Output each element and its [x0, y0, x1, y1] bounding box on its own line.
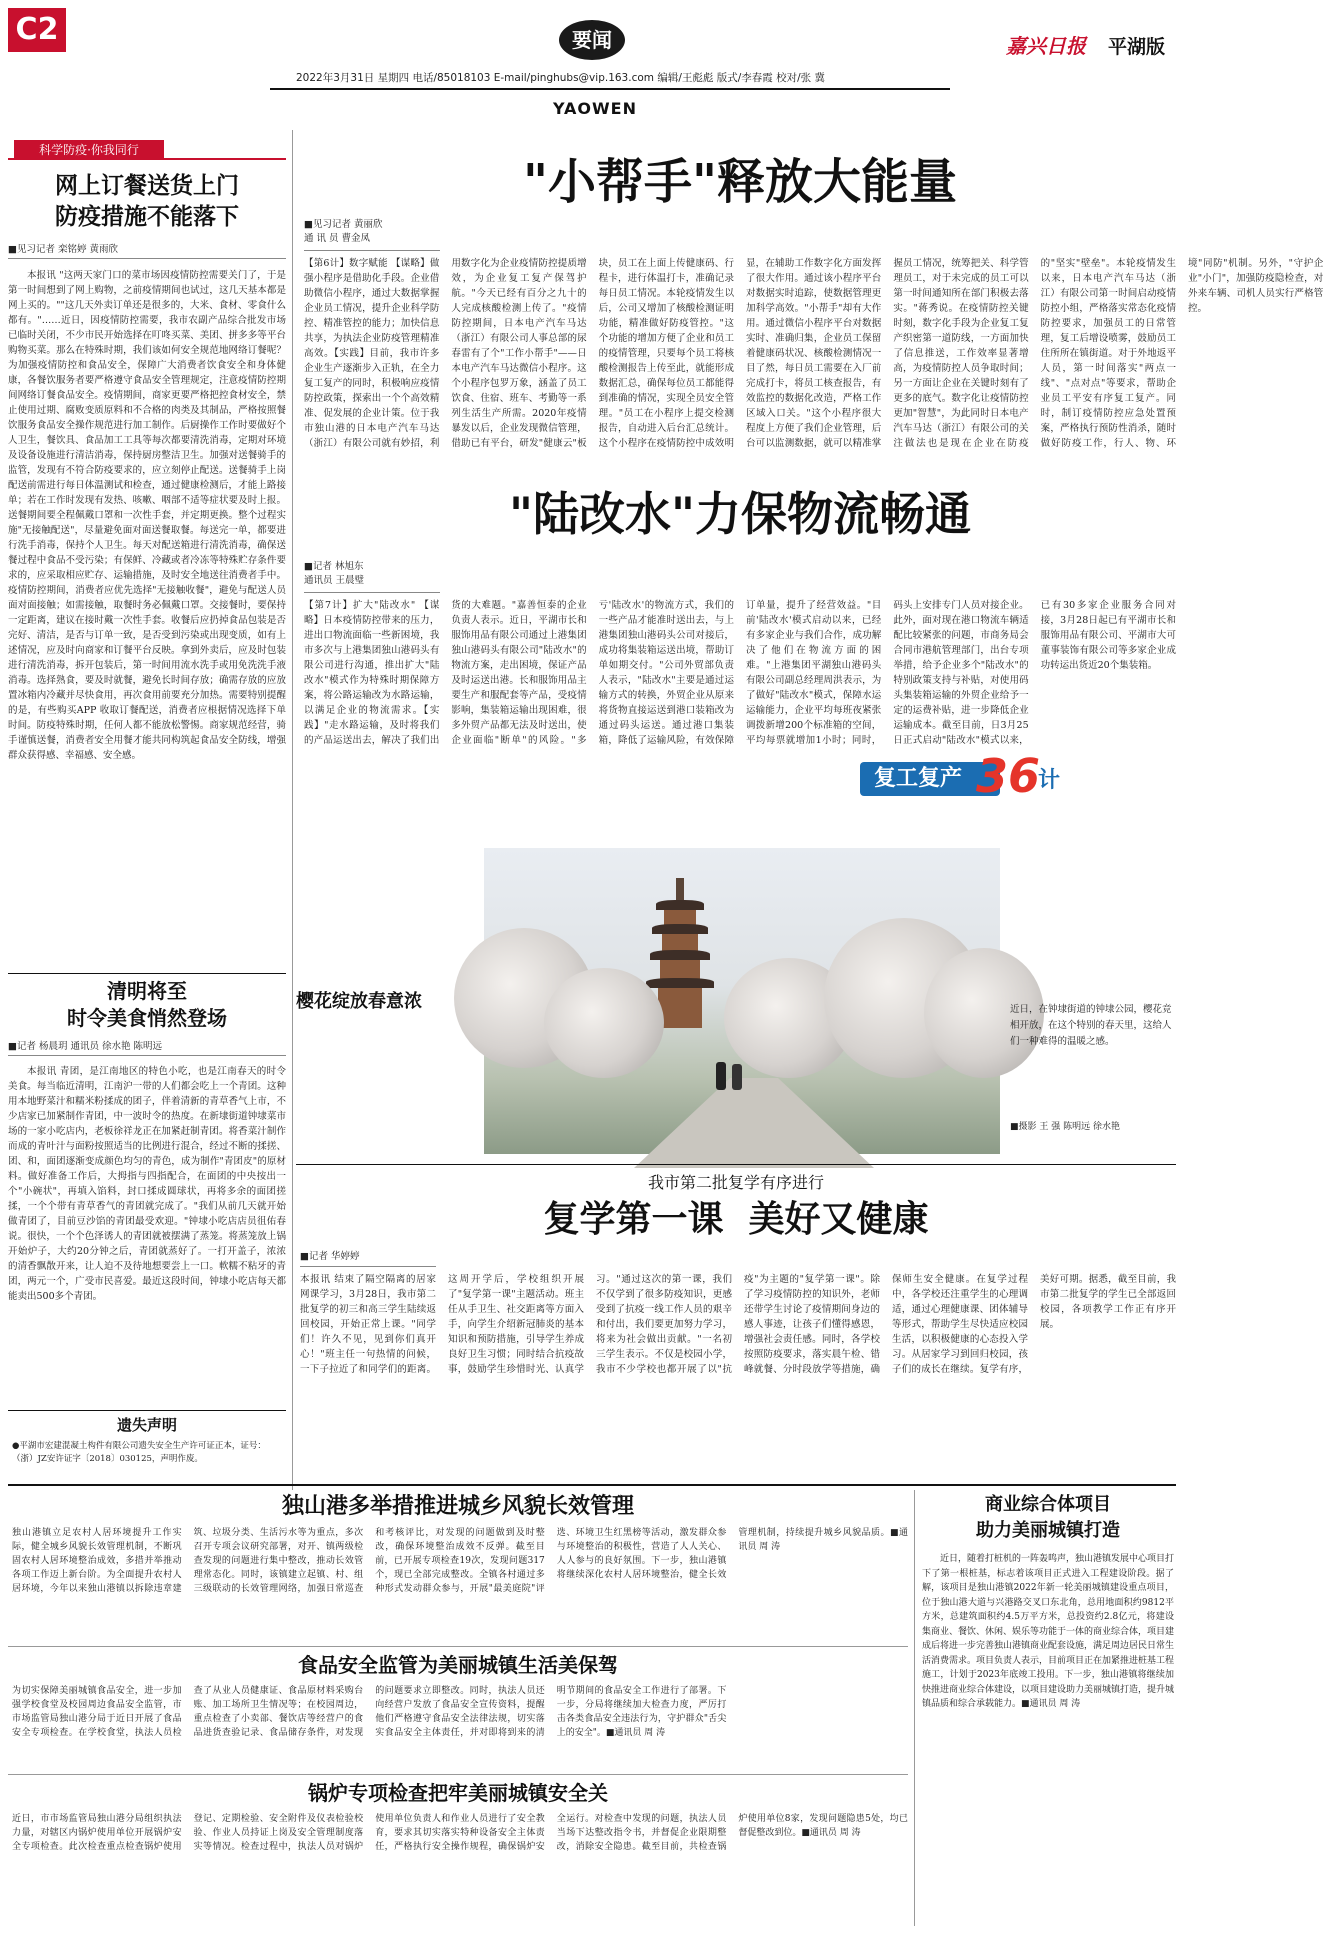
section-pinyin: YAOWEN [552, 99, 637, 118]
bottom-article3-body: 近日，市市场监管局独山港分局组织执法力量，对辖区内锅炉使用单位开展锅炉安全专项检查。此次检查重点检查锅炉使用登记、定期检验、安全附件及仪表检验校验、作业人员持证上岗及安全管理制度落实等情况。检查过程中，执法人员对锅炉使用单位负责人和作业人员进行了安全教育，要求其切实落实特种设备安全主体责任，严格执行安全操作规程，确保锅炉安全运行。对检查中发现的问题，执法人员当场下达整改指令书，并督促企业限期整改，消除安全隐患。截至目前，共检查锅炉使用单位8家，发现问题隐患5处，均已督促整改到位。■通讯员 周 涛 [12, 1814, 908, 1852]
top-feature-body: 【第6计】数字赋能 【谋略】做强小程序是借助化手段。企业借助微信小程序，通过大数据掌握企业员工情况，提升企业科学防控、精准管控的能力；加快信息共享，为执法企业防疫管理精准高效。【实践】目前，我市许多企业生产逐渐步入正轨，在全力复工复产的同时，积极响应疫情防控政策，探索出一个个高效精准、促发展的企业计策。位于我市独山港的日本电产汽车马达（浙江）有限公司就有妙招，利用数字化为企业疫情防控提质增效，为企业复工复产保驾护航。"今天已经有百分之九十的人完成核酸检测上传了。"疫情防控期间，日本电产汽车马达（浙江）有限公司人事总部的尿春雷有了个"工作小帮手"——日本电产汽车马达微信小程序。这个小程序包罗万象，涵盖了员工饮食、住宿、班车、考勤等一系列生活生产所需。2020年疫情暴发以后，企业发现微信管理，借助已有平台，研发"健康云"板块，员工在上面上传健康码、行程卡，进行体温打卡，准确记录每日员工情况。本轮疫情发生以后，公司又增加了核酸检测证明功能，精准做好防疫管控。"这个功能的增加方便了企业和员工的疫情管理，只要每个员工将核酸检测报告上传至此，就能形成数据汇总，确保每位员工都能得到准确的情况，实现全员安全管理。"员工在小程序上提交检测报告，自动进入后台汇总统计。这个小程序在疫情防控中成效明显，在辅助工作数字化方面发挥了很大作用。通过该小程序平台对数据实时追踪，使数据管理更加科学高效。"小帮手"却有大作用。通过微信小程序平台对数据实时、准确归集，企业员工保留着健康码状况、核酸检测情况一目了然，每日员工需要在入厂前完成打卡，将员工核查报告，有效监控的数据化改造，严格工作区域入口关。"这个小程序很大程度上方便了我们企业管理，后台可以监测数据，就可以精准掌握员工情况，统筹把关、科学管理员工，对于未完成的员工可以第一时间通知所在部门积极去落实。"蒋秀说。在疫情防控关键时刻，数字化手段为企业复工复产织密第一道防线，一方面加快了信息推送，工作效率显著增高，为疫情防控人员争取时间；另一方面让企业在关键时刻有了更多的底气。数字化让疫情防控更加"智慧"，为此同时日本电产汽车马达（浙江）有限公司的关注做法也是现在企业在防疫的"坚实"壁垒"。本轮疫情发生以来，日本电产汽车马达（浙江）有限公司第一时间启动疫情防控小组，严格落实常态化疫情防控要求，加强员工的日常管理，复工后增设喷雾，鼓励员工住所所在镇街道。对于外地返平人员，第一时间落实"两点一线"、"点对点"等要求，帮助企业员工平安有序复工复产。同时，制订疫情防控应急处置预案，严格执行预防性消杀，随时做好防疫工作，行人、物、环境"同防"机制。另外，"守护企业"小门"，加强防疫隐检查，对外来车辆、司机人员实行严格管控。 [304, 258, 1323, 449]
section-name: 要闻 [572, 28, 612, 52]
article1-title-line2: 防疫措施不能落下 [55, 203, 239, 230]
bottom-article4-title-line1: 商业综合体项目 [985, 1494, 1111, 1515]
notice-body: ●平湖市宏建混凝土构件有限公司遗失安全生产许可证正本，证号：（浙）JZ安许证字〔2018〕030125，声明作废。 [12, 1441, 266, 1464]
article1-title-line1: 网上订餐送货上门 [55, 172, 239, 199]
bottom-article1-body: 独山港镇立足农村人居环境提升工作实际，健全城乡风貌长效管理机制，不断巩固农村人居环境整治成效，多措并举推动各项工作迈上新台阶。为全面提升农村人居环境，今年以来独山港镇以拆除违章建筑、垃圾分类、生活污水等为重点，多次召开专项会议研究部署，对开、镇两级检查发现的问题进行集中整改，推动长效管理常态化。同时，该镇建立起镇、村、组三级联动的长效管理网络，加强日常巡查和考核评比，对发现的问题做到及时整改，确保环境整治成效不反弹。截至目前，已开展专项检查19次，发现问题317个，现已全部完成整改。全镇各村通过多种形式发动群众参与，开展"最美庭院"评选、环境卫生红黑榜等活动，激发群众参与环境整治的积极性，营造了人人关心、人人参与的良好氛围。下一步，独山港镇将继续深化农村人居环境整治，健全长效管理机制，持续提升城乡风貌品质。■通讯员 周 涛 [12, 1528, 908, 1594]
school-title: 复学第一课 美好又健康 [543, 1198, 929, 1240]
bottom-article3-title: 锅炉专项检查把牢美丽城镇安全关 [308, 1781, 608, 1805]
bottom-article4-body: 近日，随着打桩机的一阵轰鸣声，独山港镇发展中心项目打下了第一根桩基，标志着该项目正式进入工程建设阶段。据了解，该项目是独山港镇2022年新一轮美丽城镇建设重点项目，位于独山港大道与兴港路交叉口东北角，总用地面积约9812平方米，总建筑面积约4.5万平方米，总投资约2.8亿元，将建设集商业、餐饮、休闲、娱乐等功能于一体的商业综合体，项目建成后将进一步完善独山港镇商业配套设施，满足周边居民日常生活消费需求。项目负责人表示，目前项目正在加紧推进桩基工程施工，计划于2023年底竣工投用。下一步，独山港镇将继续加快推进商业综合体建设，以项目建设助力美丽城镇打造，提升城镇品质和综合承载能力。■通讯员 周 涛 [922, 1554, 1175, 1709]
bottom-article2-rule [8, 1646, 908, 1647]
article2-title-line1: 清明将至 [107, 979, 187, 1003]
second-feature-byline-1: ■记者 林旭东 [304, 561, 364, 572]
top-feature-byline-rule [304, 250, 440, 251]
article2-title-line2: 时令美食悄然登场 [67, 1006, 227, 1030]
park-path [634, 1078, 874, 1168]
bottom-article3-rule [8, 1774, 908, 1775]
second-feature-byline-2: 通讯员 王晨璧 [304, 575, 365, 586]
bottom-band-rule [8, 1484, 1176, 1486]
top-feature-byline-1: ■见习记者 黄丽欣 [304, 219, 383, 230]
article1-byline-rule [8, 258, 286, 259]
school-byline: ■记者 华婷婷 [300, 1251, 360, 1262]
second-feature-body: 【第7计】扩大"陆改水" 【谋略】日本疫情防控带来的压力，进出口物流面临一些新困境，我市多次与上港集团独山港码头有限公司进行沟通，推出扩大"陆改水"模式作为特殊时期保障方案，将公路运输改为水路运输，以满足企业的物流需求。【实践】"走水路运输，及时将我们的产品运送出去，解决了我们出货的大难题。"嘉善恒泰的企业负责人表示。近日，平湖市长和服饰用品有限公司通过上港集团独山港码头有限公司"陆改水"的物流方案，走出困境，保证产品及时运送出港。长和服饰用品主要生产和服配套等产品，受疫情影响，集装箱运输出现困难，很多外贸产品都无法及时送出，使企业面临"断单"的风险。"多亏'陆改水'的物流方式，我们的一些产品才能准时送出去，与上港集团独山港码头公司对接后，成功将集装箱运送出境，帮助订单如期交付。"公司外贸部负责人表示，"陆改水"主要是通过运输方式的转换，外贸企业从原来将货物直接运送到港口装箱改为通过码头运送。通过港口集装箱，降低了运输风险，有效保障订单量，提升了经营效益。"目前'陆改水'模式启动以来，已经有多家企业与我们合作，成功解决了他们在物流方面的困难。"上港集团平湖独山港码头有限公司副总经理周洪表示，为了做好"陆改水"模式，保障水运运输能力，企业平均每班夜紧张调拨新增200个标准箱的空间，平均每票就增加1小时；同时，码头上安排专门人员对接企业。此外，面对现在港口物流车辆适配比较紧张的问题，市商务局会合同市港航管理部门，出台专项举措，给予企业多个"陆改水"的特别政策支持与补贴，对使用码头集装箱运输的外贸企业给予一定的运费补贴，进一步降低企业运输成本。截至目前，日3月25日正式启动"陆改水"模式以来，已有30多家企业服务合同对接，3月28日起已有平湖市长和服饰用品有限公司、平湖市大可董事装饰有限公司等多家企业成功转运出货近20个集装箱。 [304, 600, 1176, 746]
photo-caption: 近日，在钟埭街道的钟埭公园，樱花竞相开放，在这个特别的春天里，这给人们一种难得的温暖之感。 [1010, 1004, 1172, 1047]
fugong-logo-suffix: 计 [1038, 768, 1061, 793]
bottom-article4-title-line2: 助力美丽城镇打造 [976, 1520, 1120, 1541]
column-tag: 科学防疫·你我同行 [14, 140, 164, 160]
school-top-rule [296, 1164, 1176, 1165]
article1-body: 本报讯 "这两天家门口的菜市场因疫情防控需要关门了，于是第一时间想到了网上购物，之前疫情期间也试过，这几天基本都是网上买的。""这几天外卖订单还是很多的，大米、食材、零食什么都有。"……近日，因疫情防控需要，我市农副产品综合批发市场已临时关闭，不少市民开始选择在叮咚买菜、美团、拼多多等平台购物买菜。那么在特殊时期，我们该如何安全规范地网络订餐呢？为加强疫情防控和食品安全，保障广大消费者饮食安全和身体健康，各餐饮服务者要严格遵守食品安全管理规定，注意疫情防控期间网络订餐食品安全。疫情期间，商家更要严格把控食材安全，禁止使用过期、腐败变质原料和不合格的肉类及其制品，严格按照餐饮服务食品安全操作规范进行加工制作。后厨操作工作时要做好个人卫生，餐饮具、食品加工工具等每次都要清洗消毒，定期对环境及设备设施进行清洁消毒，保持厨房整洁卫生。加强对送餐骑手的监管，发现有不符合防疫要求的，应立刻停止配送。送餐骑手上岗配送前需进行每日体温测试和检查，通过健康检测后，才能上路接单；若在工作时发现有发热、咳嗽、咽部不适等症状要及时上报。送餐期间要全程佩戴口罩和一次性手套，并定期更换。整个过程实施"无接触配送"，尽量避免面对面送餐取餐。每送完一单，都要进行洗手消毒，保持个人卫生。每天对配送箱进行清洗消毒，确保送餐过程中食品不受污染；有保鲜、冷藏或者冷冻等特殊贮存条件要求的，应采取相应贮存、运输措施，及时安全地送往消费者手中。疫情防控期间，消费者应优先选择"无接触收餐"，避免与配送人员面对面接触；如需接触，取餐时务必佩戴口罩。交接餐时，要保持一定距离，建议在接时戴一次性手套。收餐后应扔掉食品包装是否完好、清洁，是否与订单一致，是否受到污染或出现变质，如有上述情况，应及时向商家和订餐平台反映。拿到外卖后，应及时包装进行清洗消毒，拆开包装后，第一时间用流水洗手或用免洗洗手液消毒。选择熟食，要及时就餐，避免长时间存放；确需存放的应放置冰箱内冷藏并尽快食用，再次食用前要充分加热。需要特别提醒的是，有些购买APP 收取订餐配送，消费者应根据情况选择下单时间。防疫特殊时期，任何人都不能放松警惕。商家规范经营，骑手谨慎送餐，消费者安全用餐才能共同构筑起食品安全防线，增强群众获得感、幸福感、安全感。 [8, 270, 286, 761]
bottom-article1-title: 独山港多举措推进城乡风貌长效管理 [281, 1493, 634, 1519]
article2-byline: ■记者 杨晨玥 通讯员 徐水艳 陈明远 [8, 1041, 163, 1052]
bottom-right-divider [914, 1490, 915, 1926]
article2-top-rule [8, 973, 286, 974]
photo-title: 樱花绽放春意浓 [296, 991, 422, 1012]
photo-credit: ■摄影 王 强 陈明远 徐水艳 [1010, 1122, 1120, 1132]
walking-figures [716, 1062, 726, 1090]
notice-title: 遗失声明 [116, 1416, 177, 1434]
school-body: 本报讯 结束了隔空隔离的居家网课学习，3月28日，我市第二批复学的初三和高三学生陆续返回校园，开始正常上课。"同学们！许久不见，见到你们真开心！"班主任一句热情的问候，一下子拉近了和同学们的距离。这周开学后，学校组织开展了"复学第一课"主题活动。班主任从手卫生、社交距离等方面入手，向学生介绍新冠肺炎的基本知识和预防措施，引导学生养成良好卫生习惯；同时结合抗疫故事，鼓励学生珍惜时光、认真学习。"通过这次的第一课，我们不仅学到了很多防疫知识，更感受到了抗疫一线工作人员的艰辛和付出，我们要更加努力学习，将来为社会做出贡献。"一名初三学生表示。不仅是校园小学，我市不少学校也都开展了以"抗疫"为主题的"复学第一课"。除了学习疫情防控的知识外，老师还带学生讨论了疫情期间身边的感人事迹，让孩子们懂得感恩，增强社会责任感。同时，各学校按照防疫要求，落实晨午检、错峰就餐、分时段放学等措施，确保师生安全健康。在复学过程中，各学校还注重学生的心理调适，通过心理健康课、团体辅导等形式，帮助学生尽快适应校园生活，以积极健康的心态投入学习。从居家学习到回归校园，孩子们的成长在继续。复学有序，美好可期。据悉，截至目前，我市第二批复学的学生已全部返回校园，各项教学工作正有序开展。 [300, 1274, 1176, 1375]
left-column-divider [292, 130, 293, 1490]
page-code: C2 [15, 12, 59, 47]
second-feature-title: "陆改水"力保物流畅通 [509, 487, 971, 541]
top-feature-title: "小帮手"释放大能量 [522, 154, 958, 210]
article2-byline-rule [8, 1055, 286, 1056]
masthead-info-line: 2022年3月31日 星期四 电话/85018103 E-mail/pinghubs@vip.163.com 编辑/王彪彪 版式/李春霞 校对/张 冀 [296, 72, 825, 84]
edition-name: 平湖版 [1108, 36, 1166, 58]
cherry-blossom-photo [484, 848, 1000, 1154]
fugong-logo-text: 复工复产 [873, 766, 962, 791]
second-feature-byline-rule [304, 592, 440, 593]
top-feature-byline-2: 通 讯 员 曹金凤 [304, 233, 371, 244]
school-kicker: 我市第二批复学有序进行 [647, 1173, 824, 1192]
article2-body: 本报讯 青团，是江南地区的特色小吃，也是江南春天的时令美食。每当临近清明，江南沪一带的人们都会吃上一个青团。这种用本地野菜汁和糯米粉揉成的团子，伴着清新的青草香气上市，不少店家已加紧制作青团，中一波时令的热度。在新埭街道钟埭菜市场的一家小吃店内，老板徐祥龙正在加紧赶制青团。将香菜汁制作而成的青叶汁与面粉按照适当的比例进行混合，经过不断的揉搓、团、和，面团逐渐变成颜色均匀的青色，成为制作"青团皮"的原材料。做好准备工作后，大拇指与四指配合，在面团的中央按出一个"小碗状"，再填入馅料，封口揉成圆球状，再将多余的面团搓揉，一个个带有青草香气的青团就完成了。"我们从前几天就开始做青团了，目前豆沙馅的青团最受欢迎。"钟埭小吃店店员徂佑春说。很快，一个个色泽诱人的青团就被摆满了蒸笼。将蒸笼放上锅开始炉子，大约20分钟之后，青团就蒸好了。一打开盖子，浓浓的清香飘散开来，让人迫不及待地想要尝上一口。軟糯不粘牙的青团，两元一个，广受市民喜爱。最近这段时间，钟埭小吃店每天都能卖出500多个青团。 [8, 1066, 286, 1302]
paper-name: 嘉兴日报 [1006, 34, 1086, 58]
article1-byline: ■见习记者 栾铭婷 黄雨欣 [8, 244, 119, 255]
fugong-logo-number: 36 [976, 749, 1041, 803]
bottom-article2-title: 食品安全监管为美丽城镇生活美保驾 [298, 1653, 618, 1677]
masthead-rule [270, 88, 950, 90]
bottom-article2-body: 为切实保障美丽城镇食品安全，进一步加强学校食堂及校园周边食品安全监管，市市场监管局独山港分局于近日开展了食品安全专项检查。在学校食堂，执法人员检查了从业人员健康证、食品原材料采购台账、加工场所卫生情况等；在校园周边，重点检查了小卖部、餐饮店等经营户的食品进货查验记录、食品储存条件，对发现的问题要求立即整改。同时，执法人员还向经营户发放了食品安全宣传资料，提醒他们严格遵守食品安全法律法规，切实落实食品安全主体责任，并对即将到来的清明节期间的食品安全工作进行了部署。下一步，分局将继续加大检查力度，严厉打击各类食品安全违法行为，守护群众"舌尖上的安全"。■通讯员 周 涛 [12, 1686, 727, 1738]
school-byline-rule [300, 1266, 436, 1267]
